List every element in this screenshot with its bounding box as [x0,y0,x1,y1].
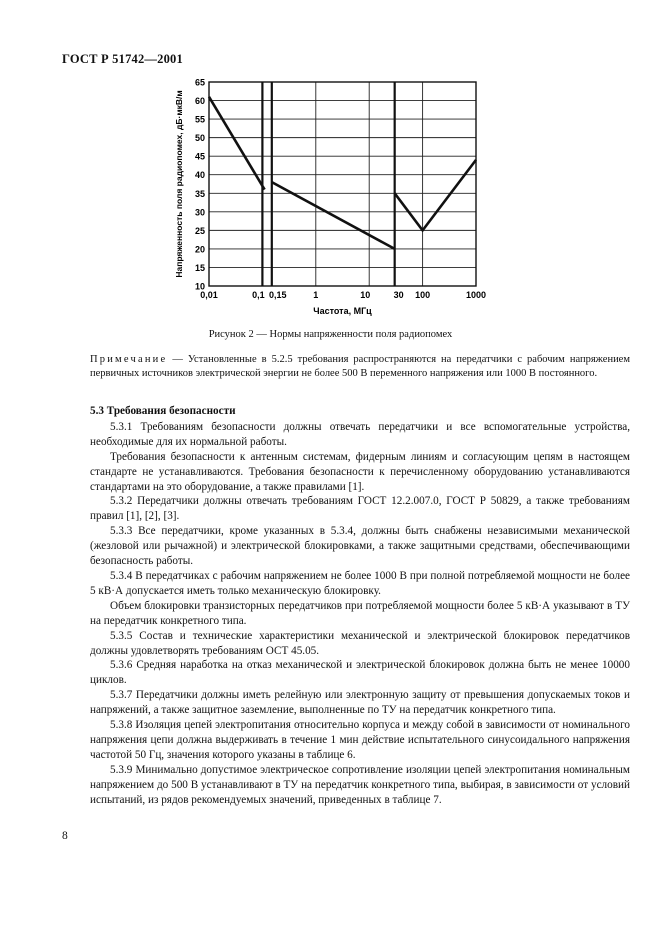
x-tick-label: 1000 [465,290,487,300]
x-tick-label: 1 [313,290,319,300]
series-line-segment-3 [395,160,476,231]
paragraph: 5.3.2 Передатчики должны отвечать требованиям ГОСТ 12.2.007.0, ГОСТ Р 50829, а также требованиям правил [1], [2], [3]. [90,495,630,523]
y-tick-label: 60 [194,96,205,107]
paragraph: 5.3.9 Минимально допустимое электрическое сопротивление изоляции цепей электропитания номинальным напряжением до 500 В устанавливают в ТУ на передатчик конкретного типа, выбирая, в зависимости от условий испытаний, из рядов рекомендуемых значений, приведенных в таблице 7. [90,763,630,806]
x-tick-label: 100 [415,290,431,300]
note-lead: Примечание [90,354,168,365]
plot-frame [209,82,476,286]
y-tick-label: 55 [194,114,205,125]
y-tick-label: 20 [194,244,205,255]
note-text: — Установленные в 5.2.5 требования распространяются на передатчики с рабочим напряжением первичных источников электрической энергии не более 500 В переменного напряжения или 1000 В постоянного. [90,354,630,380]
y-tick-label: 15 [194,262,205,273]
paragraph: 5.3.7 Передатчики должны иметь релейную или электронную защиту от превышения допускаемых токов и напряжений, а также защитное заземление, выполненные по ТУ на передатчик конкретного типа. [90,689,630,717]
y-tick-label: 25 [194,225,205,236]
paragraph: 5.3.4 В передатчиках с рабочим напряжением не более 1000 В при полной потребляемой мощности не более 5 кВ·А допускается иметь только механическую блокировку. [90,569,630,597]
paragraph: Объем блокировки транзисторных передатчиков при потребляемой мощности более 5 кВ·А указывают в ТУ на передатчик конкретного типа. [90,599,630,627]
x-tick-label: 0,15 [269,290,287,300]
note-paragraph [90,353,630,381]
x-tick-label: 10 [360,290,371,300]
paragraph: 5.3.3 Все передатчики, кроме указанных в 5.3.4, должны быть снабжены независимыми механической (жезловой или рычажной) и электрической блокировками, а также защитными средствами, обеспечивающими безопасность работы. [90,525,630,568]
safety-section [90,404,630,807]
y-tick-label: 35 [194,188,205,199]
x-tick-label: 30 [393,290,404,300]
document-header: ГОСТ Р 51742—2001 [62,52,183,66]
y-tick-label: 65 [194,78,205,88]
figure-caption: Рисунок 2 — Нормы напряженности поля радиопомех [208,329,453,340]
paragraph: 5.3.8 Изоляция цепей электропитания относительно корпуса и между собой в зависимости от номинального напряжения цепи должна выдерживать в течение 1 мин действие испытательного синусоидального напряжения частотой 50 Гц, значения которого указаны в таблице 6. [90,719,630,761]
page-number: 8 [62,830,68,842]
y-tick-label: 40 [194,170,205,181]
paragraph: Требования безопасности к антенным системам, фидерным линиям и согласующим цепям в настоящем стандарте не устанавливаются. Требования безопасности к перечисленному оборудованию устанавливаются стандартами на это оборудование, а также правилами [1]. [90,450,630,493]
section-heading: 5.3 Требования безопасности [90,405,236,417]
x-axis-label: Частота, МГц [313,306,372,316]
y-tick-label: 45 [194,151,205,162]
series-line-segment-2 [272,182,395,249]
y-tick-label: 50 [194,133,205,144]
x-tick-label: 0,1 [252,290,265,300]
y-axis-label: Напряженность поля радиопомех, дБ·мкВ/м [174,90,184,278]
y-tick-label: 10 [194,281,205,292]
paragraph: 5.3.1 Требованиям безопасности должны отвечать передатчики и все вспомогательные устройства, необходимые для их нормальной работы. [90,420,630,448]
paragraph: 5.3.5 Состав и технические характеристики механической и электрической блокировок передатчиков должны удовлетворять требованиям ОСТ 45.05. [90,629,630,657]
paragraph: 5.3.6 Средняя наработка на отказ механической и электрической блокировок должна быть не менее 10000 циклов. [90,659,630,687]
y-tick-label: 30 [194,207,205,218]
x-tick-label: 0,01 [200,290,218,300]
radio-interference-chart [165,78,495,318]
series-line-segment-1 [209,97,265,190]
